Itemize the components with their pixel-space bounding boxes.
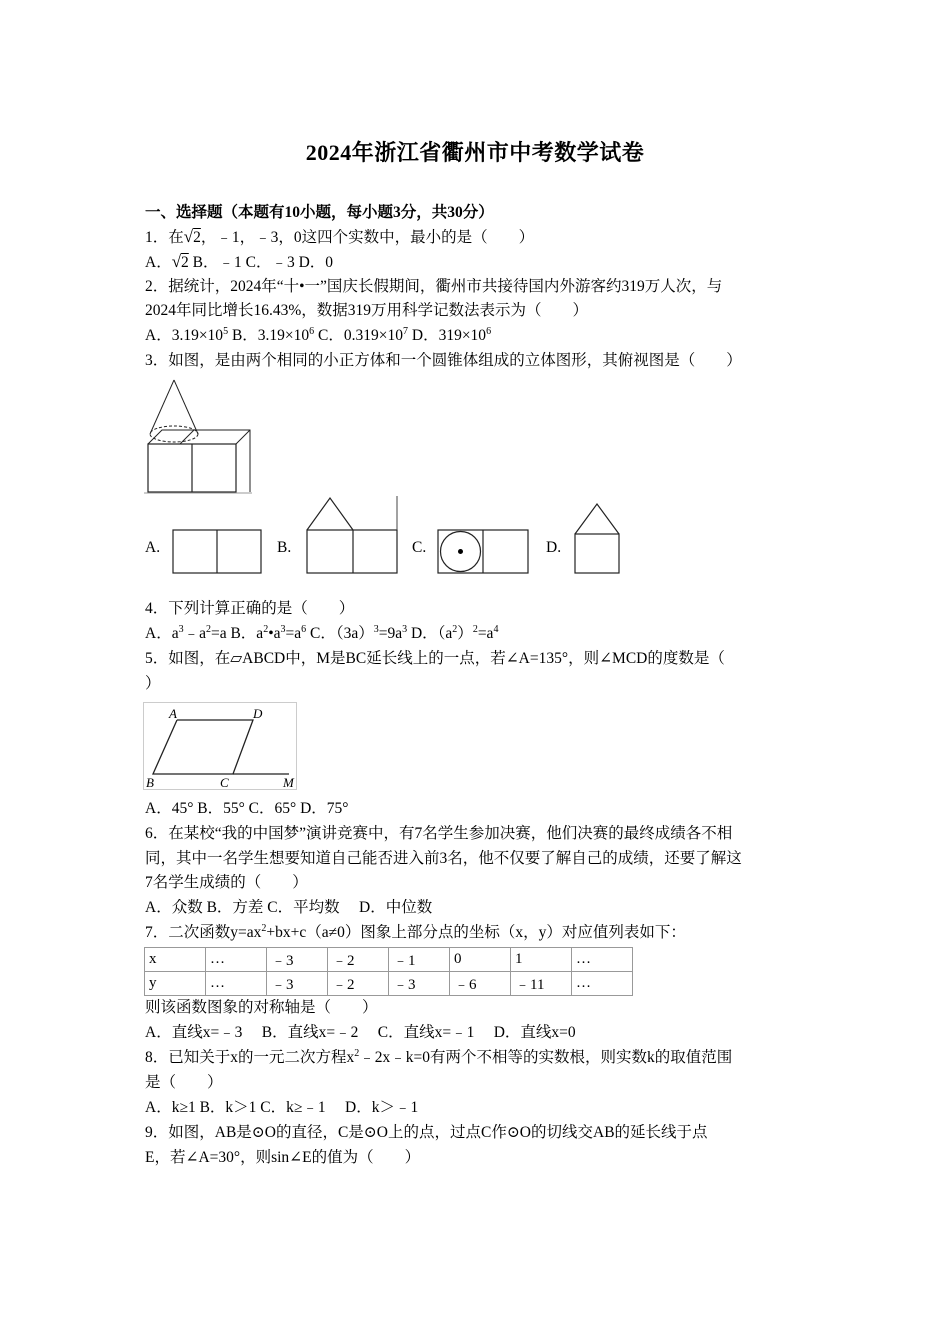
table-cell: … xyxy=(206,948,267,972)
table-cell: x xyxy=(145,948,206,972)
q3-label-a: A. xyxy=(145,539,161,556)
table-cell: ﹣6 xyxy=(450,972,511,996)
q3-solid-figure xyxy=(144,376,252,494)
table-cell: ﹣11 xyxy=(511,972,572,996)
point-b-label: B xyxy=(146,775,154,790)
q5-options: A．45° B．55° C．65° D．75° xyxy=(145,800,349,817)
table-cell: ﹣1 xyxy=(389,948,450,972)
section-heading: 一、选择题（本题有10小题，每小题3分，共30分） xyxy=(145,204,494,221)
q3-stem: 3．如图，是由两个相同的小正方体和一个圆锥体组成的立体图形，其俯视图是（ ） xyxy=(145,352,742,369)
q3-option-d-figure xyxy=(573,502,623,576)
q2-line1: 2．据统计，2024年“十•一”国庆长假期间，衢州市共接待国内外游客约319万人次，与 xyxy=(145,278,723,295)
table-row xyxy=(145,972,633,996)
q6-line2: 同，其中一名学生想要知道自己能否进入前3名，他不仅要了解自己的成绩，还要了解这 xyxy=(145,850,742,867)
table-cell: ﹣2 xyxy=(328,972,389,996)
point-c-label: C xyxy=(220,775,229,790)
table-cell: ﹣2 xyxy=(328,948,389,972)
table-cell: … xyxy=(206,972,267,996)
q7-stem: 7．二次函数$y=ax^2+bx+c(a\ne 0)$图象上部分点的坐标（x，y）对应值列表如下： xyxy=(145,923,686,941)
table-cell: 1 xyxy=(511,948,572,972)
q7-value-table xyxy=(144,947,633,996)
page-title: 2024年浙江省衢州市中考数学试卷 xyxy=(305,140,645,165)
table-cell: y xyxy=(145,972,206,996)
q8-options: A．k≥1 B．k＞1 C．k≥﹣1 D．k＞﹣1 xyxy=(145,1099,419,1116)
sqrt-sign: √ xyxy=(183,227,194,246)
table-cell: 0 xyxy=(450,948,511,972)
q4-stem: 4．下列计算正确的是（ ） xyxy=(145,600,355,617)
q8-line1: 8．已知关于x的一元二次方程$x^2﹣2x﹣k=0$有两个不相等的实数根，则实数k的取值范围 xyxy=(145,1048,733,1066)
q7-options: A．直线x=﹣3 B．直线x=﹣2 C．直线x=﹣1 D．直线x=0 xyxy=(145,1024,576,1041)
q5-parallelogram-figure xyxy=(143,702,297,790)
q3-label-d: D. xyxy=(546,539,562,556)
table-row xyxy=(145,948,633,972)
q5-line2: ） xyxy=(145,675,161,692)
q3-label-b: B. xyxy=(277,539,292,556)
q6-line1: 6．在某校“我的中国梦”演讲竞赛中，有7名学生参加决赛，他们决赛的最终成绩各不相 xyxy=(145,825,733,842)
table-cell: ﹣3 xyxy=(389,972,450,996)
q3-option-c-figure xyxy=(437,529,531,575)
point-m-label: M xyxy=(283,775,294,790)
q9-line2: E，若∠A=30°，则sin∠E的值为（ ） xyxy=(145,1149,421,1166)
q6-options: A．众数 B．方差 C．平均数 D．中位数 xyxy=(145,899,433,916)
q1-options: A．√2 B．﹣1 C．﹣3 D．0 xyxy=(145,252,334,271)
q8-line2: 是（ ） xyxy=(145,1074,223,1091)
q2-line2: 2024年同比增长16.43%，数据319万用科学记数法表示为（ ） xyxy=(145,302,589,319)
table-cell: ﹣3 xyxy=(267,948,328,972)
table-cell: … xyxy=(572,972,633,996)
table-cell: ﹣3 xyxy=(267,972,328,996)
q4-options: A．$a^3﹣a^2=a$ B．$a^2•a^3=a^6$ C．$(3a)^3=9a^3$ D．$(a^2)^2=a^4$ xyxy=(145,624,499,642)
q3-label-c: C. xyxy=(412,539,427,556)
q2-options: A．$3.19\times 10^5$ B．$3.19\times 10^6$ C．$0.319\times 10^7$ D．$319\times 10^6$ xyxy=(145,326,492,344)
q9-line1: 9．如图，AB是⊙O的直径，C是⊙O上的点，过点C作⊙O的切线交AB的延长线于点 xyxy=(145,1124,708,1141)
q5-line1: 5．如图，在▱ABCD中，M是BC延长线上的一点，若∠A=135°，则∠MCD的度数是（ xyxy=(145,650,725,667)
q3-option-a-figure xyxy=(172,529,264,575)
q3-option-b-figure xyxy=(304,496,400,576)
q7-after: 则该函数图象的对称轴是（ ） xyxy=(145,999,378,1016)
q1-stem: 1．在√2，﹣1，﹣3，0这四个实数中，最小的是（ ） xyxy=(145,227,535,246)
table-cell: … xyxy=(572,948,633,972)
q6-line3: 7名学生成绩的（ ） xyxy=(145,874,308,891)
point-d-label: D xyxy=(253,706,263,721)
point-a-label: A xyxy=(169,706,177,721)
